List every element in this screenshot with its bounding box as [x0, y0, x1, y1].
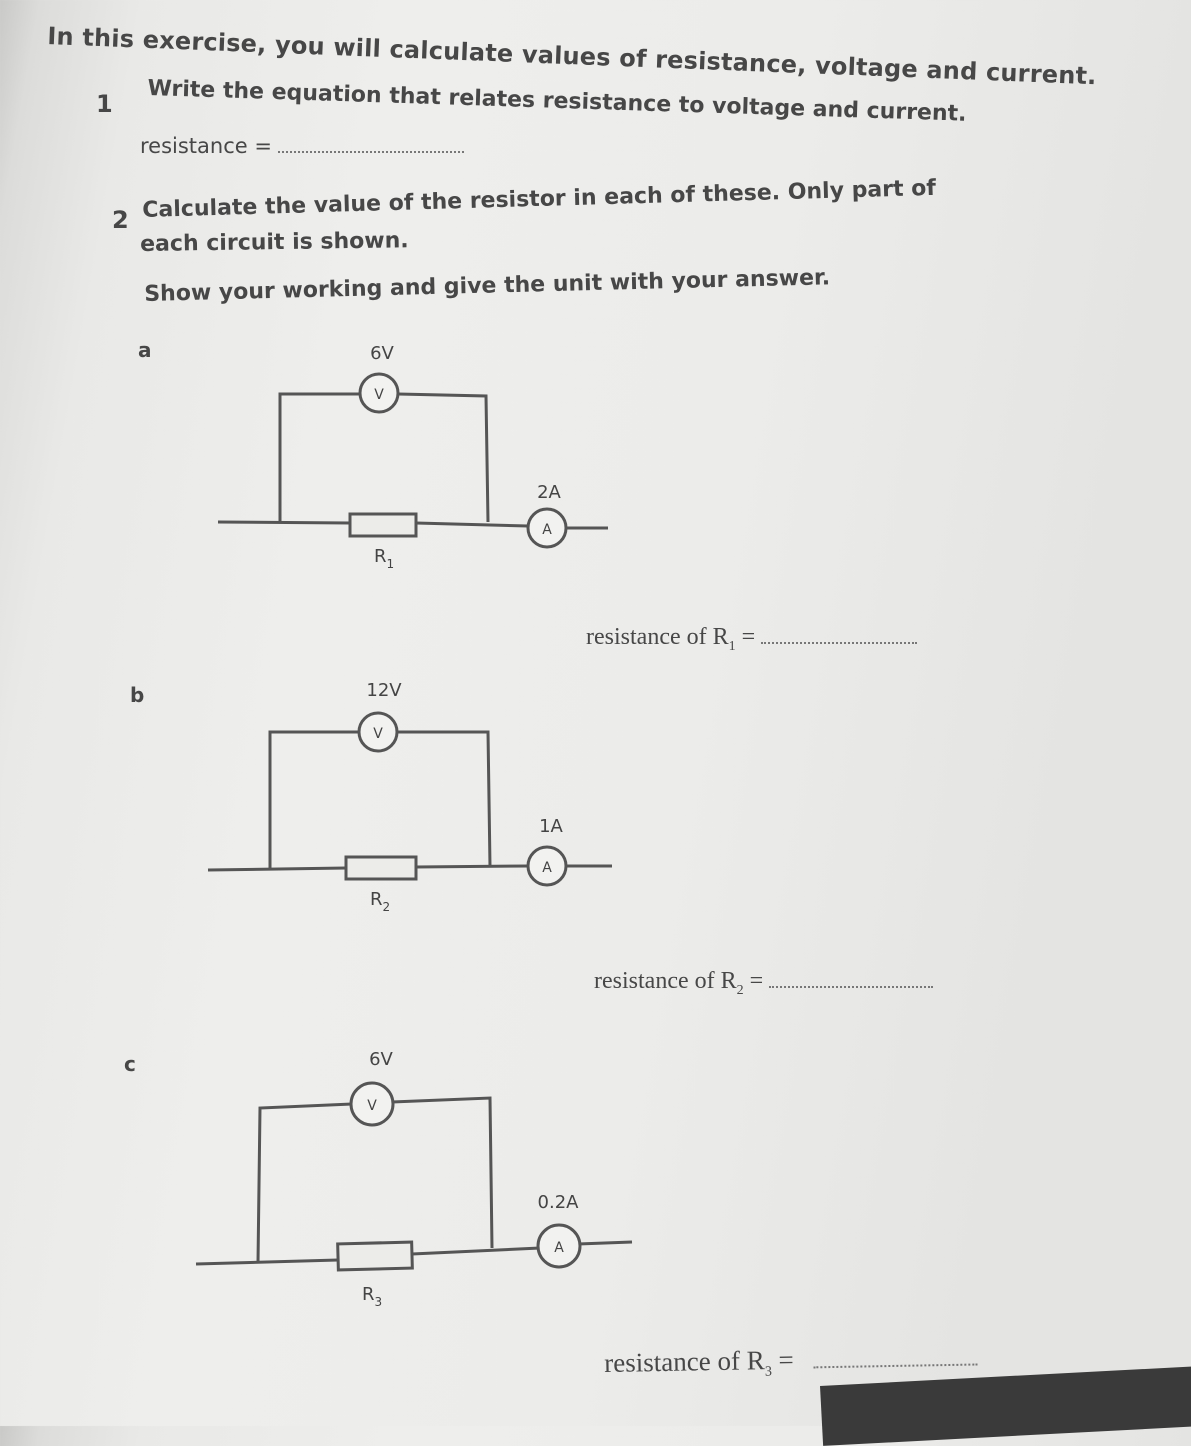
circuit-c-wire-left [258, 1104, 352, 1262]
circuit-a-voltage: 6V [370, 343, 394, 364]
circuit-c-main-wire-right [578, 1242, 632, 1244]
intro-text: In this exercise, you will calculate values of resistance, voltage and current. [46, 22, 1098, 91]
circuit-b-main-wire-mid [416, 866, 528, 867]
circuit-a-resistor-sub: 1 [386, 557, 395, 571]
circuit-b-resistor [346, 857, 416, 879]
circuit-b-resistor-sub: 2 [382, 900, 391, 914]
circuit-c-ammeter-symbol: A [554, 1240, 564, 1256]
circuit-c-voltmeter-symbol: V [367, 1098, 377, 1114]
part-a-answer-text: resistance of R [586, 624, 729, 650]
part-a-label: a [138, 338, 152, 362]
circuit-c-wire-right [392, 1098, 492, 1248]
circuit-a-resistor [350, 514, 416, 536]
question-2-line-2: each circuit is shown. [140, 228, 409, 257]
circuit-b-main-wire-left [208, 868, 346, 870]
part-a-equals: = [741, 624, 756, 650]
circuit-a-resistor-name [374, 546, 394, 571]
circuit-b-voltmeter-symbol: V [373, 726, 383, 742]
question-2-line-1: Calculate the value of the resistor in each of these. Only part of [142, 175, 937, 223]
circuit-b-voltage: 12V [366, 680, 402, 701]
circuit-b [208, 680, 612, 914]
part-c-equals: = [778, 1344, 794, 1375]
circuit-c-current: 0.2A [537, 1192, 579, 1213]
part-c-answer-blank[interactable] [814, 1363, 978, 1368]
circuit-b-resistor-letter: R [370, 889, 383, 910]
circuit-c-resistor-sub: 3 [374, 1295, 383, 1309]
circuit-a-wire-right [398, 394, 488, 522]
part-c-answer-text: resistance of R [604, 1345, 765, 1378]
circuit-a-voltmeter-symbol: V [374, 387, 384, 403]
circuit-b-ammeter-symbol: A [542, 860, 552, 876]
circuit-b-wire-right [398, 732, 490, 866]
part-b-answer-text: resistance of R [594, 968, 737, 994]
circuit-c-main-wire-left [196, 1260, 338, 1264]
part-b-label: b [130, 683, 145, 707]
question-1-number: 1 [96, 90, 113, 118]
circuit-a-main-wire-left [218, 522, 350, 523]
circuit-c [196, 1049, 632, 1309]
question-1-text: Write the equation that relates resistance to voltage and current. [147, 76, 967, 127]
circuit-a-ammeter-symbol: A [542, 522, 552, 538]
circuit-a-current: 2A [537, 482, 561, 503]
part-b-answer-sub: 2 [736, 982, 744, 998]
question-1-answer-prefix: resistance = [140, 134, 272, 158]
part-a-answer-blank[interactable] [761, 642, 917, 644]
circuit-a-main-wire-mid [416, 523, 528, 526]
circuit-b-wire-left [270, 732, 360, 870]
part-c-answer-sub: 3 [764, 1364, 773, 1380]
circuit-c-resistor [338, 1242, 413, 1270]
question-2-number: 2 [112, 206, 129, 234]
circuit-a-wire-left [280, 394, 360, 522]
circuit-c-voltage: 6V [369, 1049, 393, 1070]
part-b-answer-blank[interactable] [769, 986, 933, 988]
circuit-b-resistor-name [370, 889, 390, 914]
circuit-a [218, 343, 608, 571]
part-c-answer [604, 1341, 978, 1383]
circuit-c-resistor-name [362, 1284, 382, 1309]
part-a-answer-sub: 1 [728, 638, 736, 654]
circuit-a-resistor-letter: R [374, 546, 387, 567]
part-b-answer [594, 968, 933, 999]
part-c-label: c [124, 1052, 136, 1076]
circuit-b-current: 1A [539, 816, 563, 837]
circuit-c-main-wire-mid [412, 1248, 540, 1254]
part-a-answer [586, 624, 917, 655]
question-2-line-3: Show your working and give the unit with your answer. [144, 265, 831, 307]
part-b-equals: = [749, 968, 764, 994]
circuit-c-resistor-letter: R [362, 1284, 375, 1305]
